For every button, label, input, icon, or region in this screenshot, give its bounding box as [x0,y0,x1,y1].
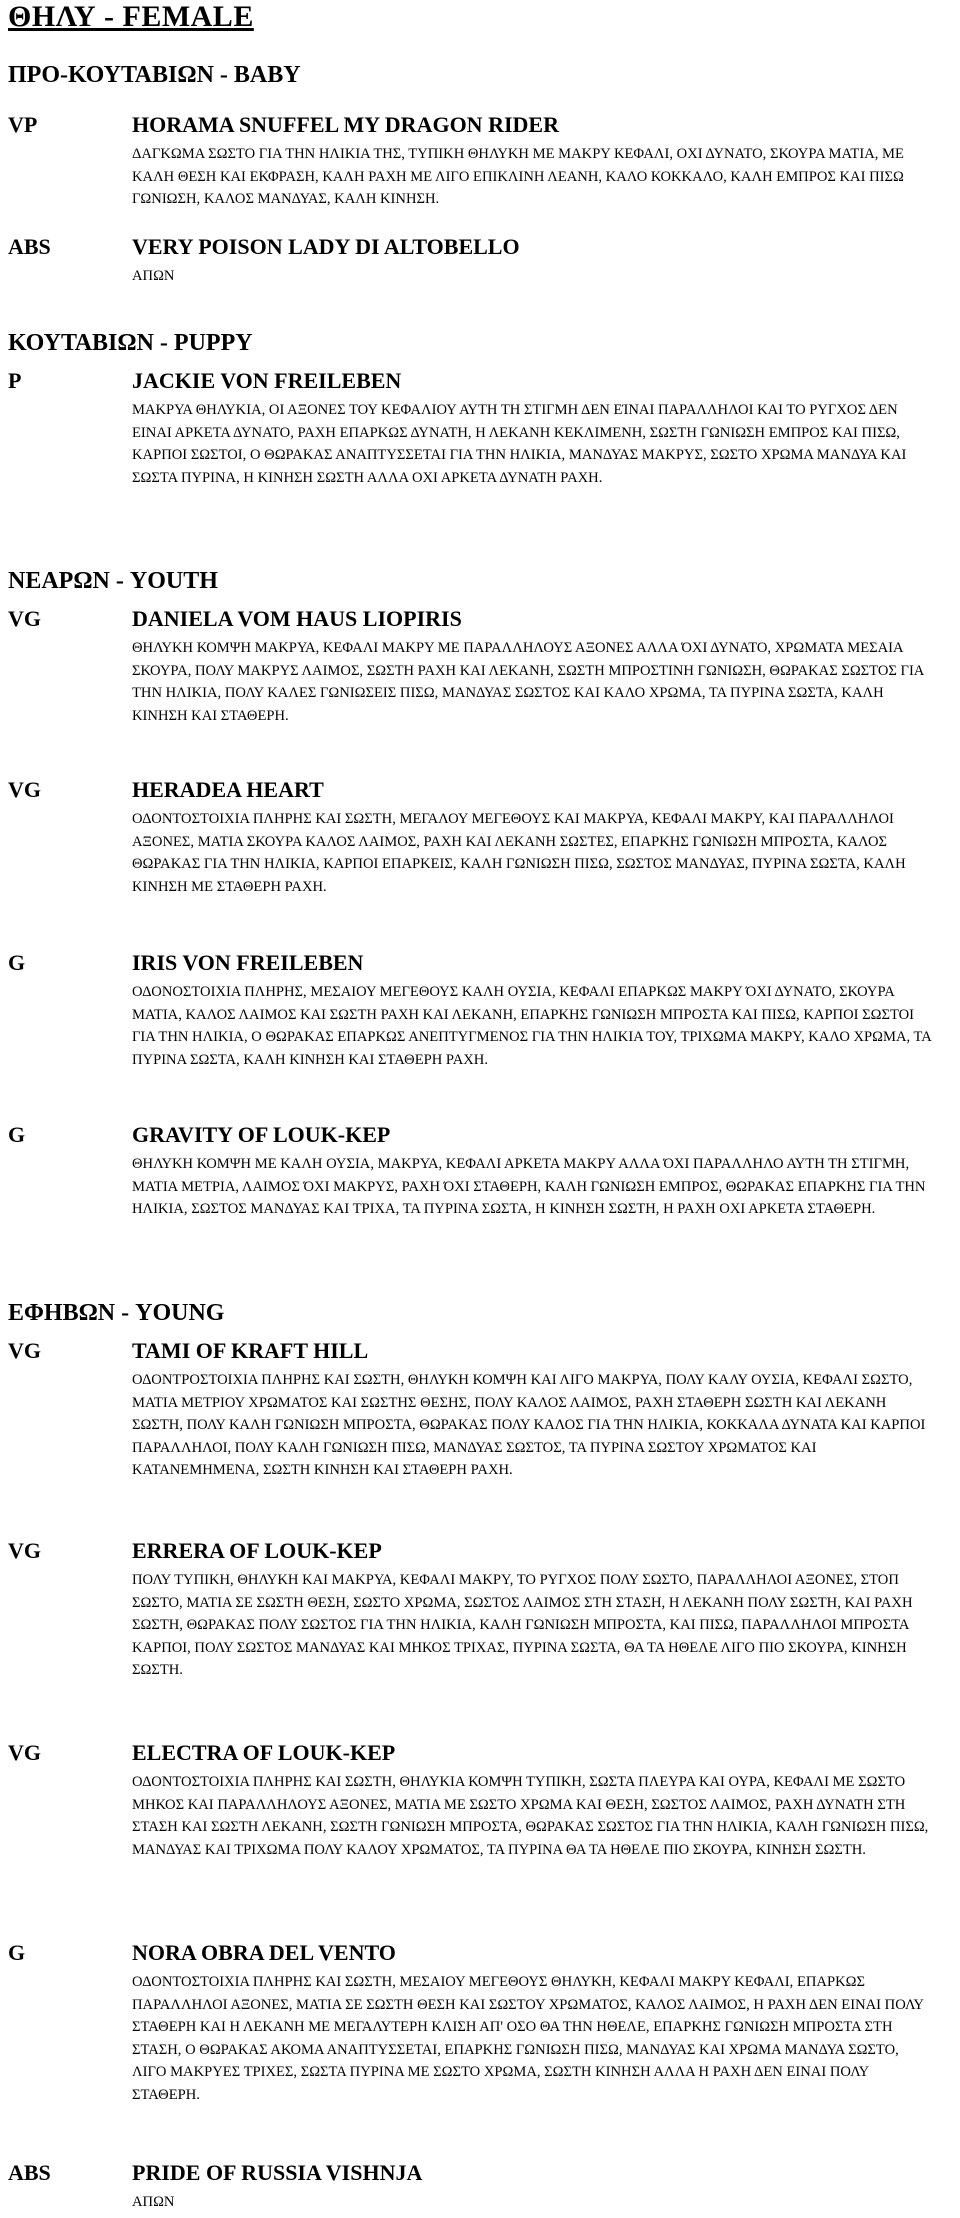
page-title: ΘΗΛΥ - FEMALE [8,0,254,33]
grade-label: VG [8,1740,41,1765]
critique-text: ΑΠΩΝ [132,268,175,284]
dog-name: PRIDE OF RUSSIA VISHNJA [132,2160,423,2185]
dog-name: GRAVITY OF LOUK-KEP [132,1122,391,1147]
dog-name: DANIELA VOM HAUS LIOPIRIS [132,606,462,631]
grade-label: VG [8,606,41,631]
grade-label: VG [8,1538,41,1563]
grade-label: VG [8,1338,41,1363]
grade-label: P [8,368,22,393]
critique-text: ΜΑΚΡΥΑ ΘΗΛΥΚΙΑ, ΟΙ ΑΞΟΝΕΣ ΤΟΥ ΚΕΦΑΛΙΟΥ ΑΥΤΗ ΤΗ ΣΤΙΓΜΗ ΔΕΝ ΕΊΝΑΙ ΠΑΡΑΛΛΗΛΟΙ ΚΑΙ ΤΟ ΡΥΓΧΟΣ ΔΕΝ ΕΙΝΑΙ ΑΡΚΕΤΑ ΔΥΝΑΤΟ, ΡΑΧΗ ΕΠΑΡΚΩΣ ΔΥΝΑΤΗ, Η ΛΕΚΑΝΗ ΚΕΚΛΙΜΕΝΗ, ΣΩΣΤΗ ΓΩΝΙΩΣΗ ΕΜΠΡΟΣ ΚΑΙ ΠΙΣΩ, ΚΑΡΠΟΙ ΣΩΣΤΟΙ, Ο ΘΩΡΑΚΑΣ ΑΝΑΠΤΥΣΣΕΤΑΙ ΓΙΑ ΤΗΝ ΗΛΙΚΙΑ, ΜΑΝΔΥΑΣ ΜΑΚΡΥΣ, ΣΩΣΤΟ ΧΡΩΜΑ ΜΑΝΔΥΑ ΚΑΙ ΣΩΣΤΑ ΠΥΡΙΝΑ, Η ΚΙΝΗΣΗ ΣΩΣΤΗ ΑΛΛΑ ΟΧΙ ΑΡΚΕΤΑ ΔΥΝΑΤΗ ΡΑΧΗ. [132,402,907,486]
dog-name: TAMI OF KRAFT HILL [132,1338,369,1363]
dog-name: JACKIE VON FREILEBEN [132,368,402,393]
class-title-baby: ΠΡΟ-ΚΟΥΤΑΒΙΩΝ - BABY [8,62,301,88]
dog-name: NORA OBRA DEL VENTO [132,1940,396,1965]
grade-label: G [8,1122,26,1147]
critique-text: ΟΔΟΝΤΟΣΤΟΙΧΙΑ ΠΛΗΡΗΣ ΚΑΙ ΣΩΣΤΗ, ΘΗΛΥΚΙΑ ΚΟΜΨΗ ΤΥΠΙΚΗ, ΣΩΣΤΑ ΠΛΕΥΡΑ ΚΑΙ ΟΥΡΑ, ΚΕΦΑΛΙ ΜΕ ΣΩΣΤΟ ΜΗΚΟΣ ΚΑΙ ΠΑΡΑΛΛΗΛΟΥΣ ΑΞΟΝΕΣ, ΜΑΤΙΑ ΜΕ ΣΩΣΤΟ ΧΡΩΜΑ ΚΑΙ ΘΕΣΗ, ΣΩΣΤΟΣ ΛΑΙΜΟΣ, ΡΑΧΗ ΔΥΝΑΤΗ ΣΤΗ ΣΤΑΣΗ ΚΑΙ ΣΩΣΤΗ ΛΕΚΑΝΗ, ΣΩΣΤΗ ΓΩΝΙΩΣΗ ΜΠΡΟΣΤΑ, ΘΩΡΑΚΑΣ ΣΩΣΤΟΣ ΓΙΑ ΤΗΝ ΗΛΙΚΙΑ, ΚΑΛΗ ΓΩΝΙΩΣΗ ΠΙΣΩ, ΜΑΝΔΥΑΣ ΚΑΙ ΤΡΙΧΩΜΑ ΠΟΛΥ ΚΑΛΟΥ ΧΡΩΜΑΤΟΣ, ΤΑ ΠΥΡΙΝΑ ΘΑ ΤΑ ΗΘΕΛΕ ΠΙΟ ΣΚΟΥΡΑ, ΚΙΝΗΣΗ ΣΩΣΤΗ. [132,1774,929,1858]
critique-text: ΟΔΟΝΤΡΟΣΤΟΙΧΙΑ ΠΛΗΡΗΣ ΚΑΙ ΣΩΣΤΗ, ΘΗΛΥΚΗ ΚΟΜΨΗ ΚΑΙ ΛΙΓΟ ΜΑΚΡΥΑ, ΠΟΛΥ ΚΑΛΥ ΟΥΣΙΑ, ΚΕΦΑΛΙ ΣΩΣΤΟ, ΜΑΤΙΑ ΜΕΤΡΙΟΥ ΧΡΩΜΑΤΟΣ ΚΑΙ ΣΩΣΤΗΣ ΘΕΣΗΣ, ΠΟΛΥ ΚΑΛΟΣ ΛΑΙΜΟΣ, ΡΑΧΗ ΣΤΑΘΕΡΗ ΣΩΣΤΗ ΚΑΙ ΛΕΚΑΝΗ ΣΩΣΤΗ, ΠΟΛΥ ΚΑΛΗ ΓΩΝΙΩΣΗ ΜΠΡΟΣΤΑ, ΘΩΡΑΚΑΣ ΠΟΛΥ ΚΑΛΟΣ ΓΙΑ ΤΗΝ ΗΛΙΚΙΑ, ΚΟΚΚΑΛΑ ΔΥΝΑΤΑ ΚΑΙ ΚΑΡΠΟΙ ΠΑΡΑΛΛΗΛΟΙ, ΠΟΛΥ ΚΑΛΗ ΓΩΝΙΩΣΗ ΠΙΣΩ, ΜΑΝΔΥΑΣ ΣΩΣΤΟΣ, ΤΑ ΠΥΡΙΝΑ ΣΩΣΤΟΥ ΧΡΩΜΑΤΟΣ ΚΑΙ ΚΑΤΑΝΕΜΗΜΕΝΑ, ΣΩΣΤΗ ΚΙΝΗΣΗ ΚΑΙ ΣΤΑΘΕΡΗ ΡΑΧΗ. [132,1372,926,1478]
dog-name: VERY POISON LADY DI ALTOBELLO [132,234,520,259]
class-title-youth: ΝΕΑΡΩΝ - YOUTH [8,568,218,594]
critique-text: ΑΠΩΝ [132,2194,175,2210]
critique-text: ΘΗΛΥΚΗ ΚΟΜΨΗ ΜΕ ΚΑΛΗ ΟΥΣΙΑ, ΜΑΚΡΥΑ, ΚΕΦΑΛΙ ΑΡΚΕΤΑ ΜΑΚΡΥ ΑΛΛΑ ΌΧΙ ΠΑΡΑΛΛΗΛΟ ΑΥΤΗ ΤΗ ΣΤΙΓΜΗ, ΜΑΤΙΑ ΜΕΤΡΙΑ, ΛΑΙΜΟΣ ΌΧΙ ΜΑΚΡΥΣ, ΡΑΧΗ ΌΧΙ ΣΤΑΘΕΡΗ, ΚΑΛΗ ΓΩΝΙΩΣΗ ΕΜΠΡΟΣ, ΘΩΡΑΚΑΣ ΕΠΑΡΚΗΣ ΓΙΑ ΤΗΝ ΗΛΙΚΙΑ, ΣΩΣΤΟΣ ΜΑΝΔΥΑΣ ΚΑΙ ΤΡΙΧΑ, ΤΑ ΠΥΡΙΝΑ ΣΩΣΤΑ, Η ΚΙΝΗΣΗ ΣΩΣΤΗ, Η ΡΑΧΗ ΟΧΙ ΑΡΚΕΤΑ ΣΤΑΘΕΡΗ. [132,1156,926,1217]
dog-name: IRIS VON FREILEBEN [132,950,364,975]
critique-text: ΘΗΛΥΚΗ ΚΟΜΨΗ ΜΑΚΡΥΑ, ΚΕΦΑΛΙ ΜΑΚΡΥ ΜΕ ΠΑΡΑΛΛΗΛΟΥΣ ΑΞΟΝΕΣ ΑΛΛΑ ΌΧΙ ΔΥΝΑΤΟ, ΧΡΩΜΑΤΑ ΜΕΣΑΙΑ ΣΚΟΥΡΑ, ΠΟΛΥ ΜΑΚΡΥΣ ΛΑΙΜΟΣ, ΣΩΣΤΗ ΡΑΧΗ ΚΑΙ ΛΕΚΑΝΗ, ΣΩΣΤΗ ΜΠΡΟΣΤΙΝΗ ΓΩΝΙΩΣΗ, ΘΩΡΑΚΑΣ ΣΩΣΤΟΣ ΓΙΑ ΤΗΝ ΗΛΙΚΙΑ, ΠΟΛΥ ΚΑΛΕΣ ΓΩΝΙΩΣΕΙΣ ΠΙΣΩ, ΜΑΝΔΥΑΣ ΣΩΣΤΟΣ ΚΑΙ ΚΑΛΟ ΧΡΩΜΑ, ΤΑ ΠΥΡΙΝΑ ΣΩΣΤΑ, ΚΑΛΗ ΚΙΝΗΣΗ ΚΑΙ ΣΤΑΘΕΡΗ. [132,640,924,724]
critique-text: ΠΟΛΥ ΤΥΠΙΚΗ, ΘΗΛΥΚΗ ΚΑΙ ΜΑΚΡΥΑ, ΚΕΦΑΛΙ ΜΑΚΡΥ, ΤΟ ΡΥΓΧΟΣ ΠΟΛΥ ΣΩΣΤΟ, ΠΑΡΑΛΛΗΛΟΙ ΑΞΟΝΕΣ, ΣΤΟΠ ΣΩΣΤΟ, ΜΑΤΙΑ ΣΕ ΣΩΣΤΗ ΘΕΣΗ, ΣΩΣΤΟ ΧΡΩΜΑ, ΣΩΣΤΟΣ ΛΑΙΜΟΣ ΣΤΗ ΣΤΑΣΗ, Η ΛΕΚΑΝΗ ΠΟΛΥ ΣΩΣΤΗ, ΚΑΙ ΡΑΧΗ ΣΩΣΤΗ, ΘΩΡΑΚΑΣ ΠΟΛΥ ΣΩΣΤΟΣ ΓΙΑ ΤΗΝ ΗΛΙΚΙΑ, ΚΑΛΗ ΓΩΝΙΩΣΗ ΜΠΡΟΣΤΑ, ΚΑΙ ΠΙΣΩ, ΠΑΡΑΛΛΗΛΟΙ ΜΠΡΟΣΤΑ ΚΑΡΠΟΙ, ΠΟΛΥ ΣΩΣΤΟΣ ΜΑΝΔΥΑΣ ΚΑΙ ΜΗΚΟΣ ΤΡΙΧΑΣ, ΠΥΡΙΝΑ ΣΩΣΤΑ, ΘΑ ΤΑ ΗΘΕΛΕ ΛΙΓΟ ΠΙΟ ΣΚΟΥΡΑ, ΚΙΝΗΣΗ ΣΩΣΤΗ. [132,1572,913,1678]
dog-name: HORAMA SNUFFEL MY DRAGON RIDER [132,112,559,137]
dog-name: HERADEA HEART [132,777,324,802]
grade-label: G [8,1940,26,1965]
class-title-puppy: ΚΟΥΤΑΒΙΩΝ - PUPPY [8,330,253,356]
grade-label: ABS [8,234,51,259]
grade-label: VG [8,777,41,802]
dog-name: ELECTRA OF LOUK-KEP [132,1740,396,1765]
grade-label: VP [8,112,38,137]
critique-text: ΟΔΟΝΤΟΣΤΟΙΧΙΑ ΠΛΗΡΗΣ ΚΑΙ ΣΩΣΤΗ, ΜΕΓΑΛΟΥ ΜΕΓΕΘΟΥΣ ΚΑΙ ΜΑΚΡΥΑ, ΚΕΦΑΛΙ ΜΑΚΡΥ, ΚΑΙ ΠΑΡΑΛΛΗΛΟΙ ΑΞΟΝΕΣ, ΜΑΤΙΑ ΣΚΟΥΡΑ ΚΑΛΟΣ ΛΑΙΜΟΣ, ΡΑΧΗ ΚΑΙ ΛΕΚΑΝΗ ΣΩΣΤΕΣ, ΕΠΑΡΚΗΣ ΓΩΝΙΩΣΗ ΜΠΡΟΣΤΑ, ΚΑΛΟΣ ΘΩΡΑΚΑΣ ΓΙΑ ΤΗΝ ΗΛΙΚΙΑ, ΚΑΡΠΟΙ ΕΠΑΡΚΕΙΣ, ΚΑΛΗ ΓΩΝΙΩΣΗ ΠΙΣΩ, ΣΩΣΤΟΣ ΜΑΝΔΥΑΣ, ΠΥΡΙΝΑ ΣΩΣΤΑ, ΚΑΛΗ ΚΙΝΗΣΗ ΜΕ ΣΤΑΘΕΡΗ ΡΑΧΗ. [132,811,906,895]
class-title-young: ΕΦΗΒΩΝ - YOUNG [8,1300,225,1326]
critique-text: ΟΔΟΝΤΟΣΤΟΙΧΙΑ ΠΛΗΡΗΣ ΚΑΙ ΣΩΣΤΗ, ΜΕΣΑΙΟΥ ΜΕΓΕΘΟΥΣ ΘΗΛΥΚΗ, ΚΕΦΑΛΙ ΜΑΚΡΥ ΚΕΦΑΛΙ, ΕΠΑΡΚΩΣ ΠΑΡΑΛΛΗΛΟΙ ΑΞΟΝΕΣ, ΜΑΤΙΑ ΣΕ ΣΩΣΤΗ ΘΕΣΗ ΚΑΙ ΣΩΣΤΟΥ ΧΡΩΜΑΤΟΣ, ΚΑΛΟΣ ΛΑΙΜΟΣ, Η ΡΑΧΗ ΔΕΝ ΕΙΝΑΙ ΠΟΛΥ ΣΤΑΘΕΡΗ ΚΑΙ Η ΛΕΚΑΝΗ ΜΕ ΜΕΓΑΛΥΤΕΡΗ ΚΛΙΣΗ ΑΠ' ΟΣΟ ΘΑ ΤΗΝ ΗΘΕΛΕ, ΕΠΑΡΚΗΣ ΓΩΝΙΩΣΗ ΜΠΡΟΣΤΑ ΣΤΗ ΣΤΑΣΗ, Ο ΘΩΡΑΚΑΣ ΑΚΟΜΑ ΑΝΑΠΤΥΣΣΕΤΑΙ, ΕΠΑΡΚΗΣ ΓΩΝΙΩΣΗ ΠΙΣΩ, ΜΑΝΔΥΑΣ ΚΑΙ ΧΡΩΜΑ ΜΑΝΔΥΑ ΣΩΣΤΟ, ΛΙΓΟ ΜΑΚΡΥΕΣ ΤΡΙΧΕΣ, ΣΩΣΤΑ ΠΥΡΙΝΑ ΜΕ ΣΩΣΤΟ ΧΡΩΜΑ, ΣΩΣΤΗ ΚΙΝΗΣΗ ΑΛΛΑ Η ΡΑΧΗ ΔΕΝ ΕΙΝΑΙ ΠΟΛΥ ΣΤΑΘΕΡΗ. [132,1974,924,2103]
critique-text: ΔΑΓΚΩΜΑ ΣΩΣΤΟ ΓΙΑ ΤΗΝ ΗΛΙΚΙΑ ΤΗΣ, ΤΥΠΙΚΗ ΘΗΛΥΚΗ ΜΕ ΜΑΚΡΥ ΚΕΦΑΛΙ, ΟΧΙ ΔΥΝΑΤΟ, ΣΚΟΥΡΑ ΜΑΤΙΑ, ΜΕ ΚΑΛΗ ΘΕΣΗ ΚΑΙ ΕΚΦΡΑΣΗ, ΚΑΛΗ ΡΑΧΗ ΜΕ ΛΙΓΟ ΕΠΙΚΛΙΝΗ ΛΕΑΝΗ, ΚΑΛΟ ΚΟΚΚΑΛΟ, ΚΑΛΗ ΕΜΠΡΟΣ ΚΑΙ ΠΙΣΩ ΓΩΝΙΩΣΗ, ΚΑΛΟΣ ΜΑΝΔΥΑΣ, ΚΑΛΗ ΚΙΝΗΣΗ. [132,146,904,207]
dog-name: ERRERA OF LOUK-KEP [132,1538,382,1563]
grade-label: ABS [8,2160,51,2185]
critique-text: ΟΔΟΝΟΣΤΟΙΧΙΑ ΠΛΗΡΗΣ, ΜΕΣΑΙΟΥ ΜΕΓΕΘΟΥΣ ΚΑΛΗ ΟΥΣΙΑ, ΚΕΦΑΛΙ ΕΠΑΡΚΩΣ ΜΑΚΡΥ ΌΧΙ ΔΥΝΑΤΟ, ΣΚΟΥΡΑ ΜΑΤΙΑ, ΚΑΛΟΣ ΛΑΙΜΟΣ ΚΑΙ ΣΩΣΤΗ ΡΑΧΗ ΚΑΙ ΛΕΚΑΝΗ, ΕΠΑΡΚΗΣ ΓΩΝΙΩΣΗ ΜΠΡΟΣΤΑ ΚΑΙ ΠΙΣΩ, ΚΑΡΠΟΙ ΣΩΣΤΟΙ ΓΙΑ ΤΗΝ ΗΛΙΚΙΑ, Ο ΘΩΡΑΚΑΣ ΕΠΑΡΚΩΣ ΑΝΕΠΤΥΓΜΕΝΟΣ ΓΙΑ ΤΗΝ ΗΛΙΚΙΑ ΤΟΥ, ΤΡΙΧΩΜΑ ΜΑΚΡΥ, ΚΑΛΟ ΧΡΩΜΑ, ΤΑ ΠΥΡΙΝΑ ΣΩΣΤΑ, ΚΑΛΗ ΚΙΝΗΣΗ ΚΑΙ ΣΤΑΘΕΡΗ ΡΑΧΗ. [132,984,932,1068]
grade-label: G [8,950,26,975]
